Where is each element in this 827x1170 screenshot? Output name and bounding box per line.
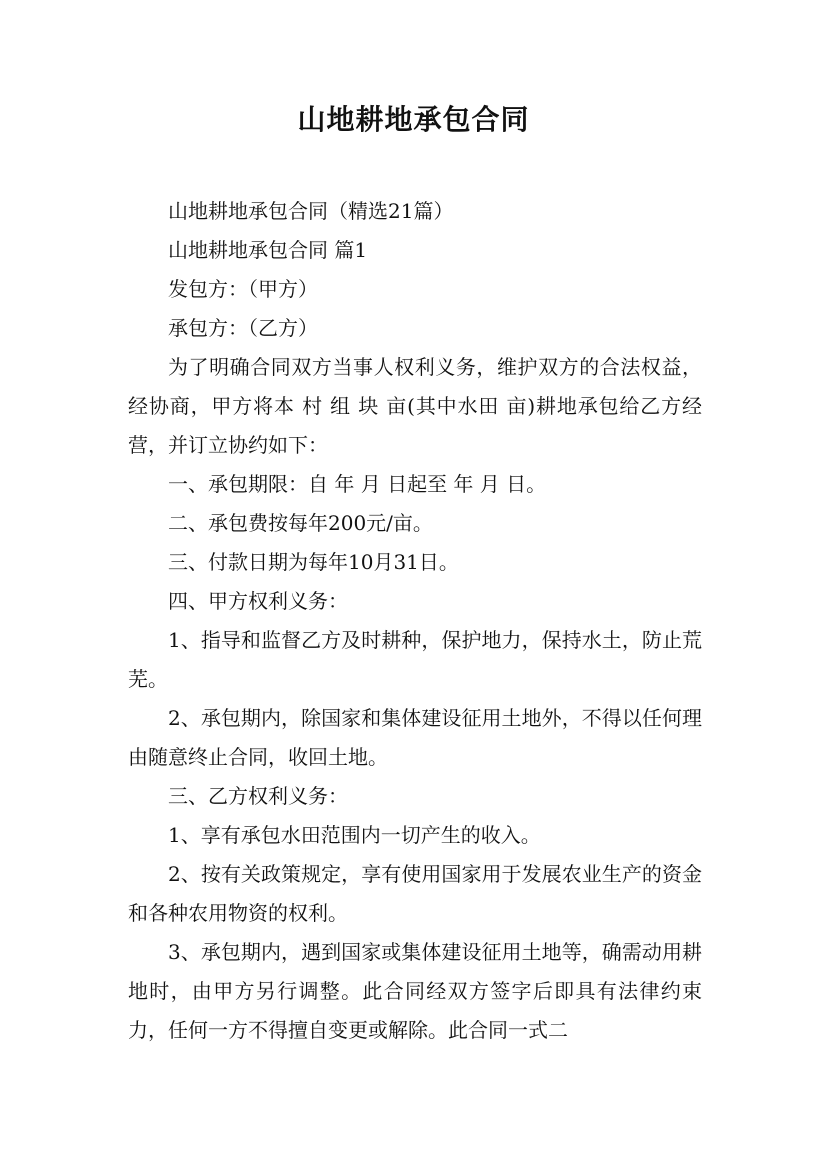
document-title: 山地耕地承包合同 [297,103,530,136]
paragraph-subtitle: 山地耕地承包合同（精选21篇） [168,199,454,223]
paragraph-party-b-right-1: 1、享有承包水田范围内一切产生的收入。 [168,823,541,847]
paragraph-party-b-right-3: 3、承包期内，遇到国家或集体建设征用土地等，确需动用耕地时，由甲方另行调整。此合同经双方签字后即具有法律约束力，任何一方不得擅自变更或解除。此合同一式二 [128,940,702,1042]
document-body [128,192,702,1050]
paragraph-payment-date: 三、付款日期为每年10月31日。 [168,550,459,574]
paragraph-party-a-right-2: 2、承包期内，除国家和集体建设征用土地外，不得以任何理由随意终止合同，收回土地。 [128,706,702,769]
paragraph-party-a-right-1: 1、指导和监督乙方及时耕种，保护地力，保持水土，防止荒芜。 [128,628,702,691]
paragraph-party-a-rights-heading: 四、甲方权利义务： [168,589,348,613]
paragraph-term: 一、承包期限：自 年 月 日起至 年 月 日。 [168,472,547,496]
paragraph-section-heading: 山地耕地承包合同 篇1 [168,238,368,262]
paragraph-party-b: 承包方：（乙方） [168,316,318,340]
paragraph-party-b-rights-heading: 三、乙方权利义务： [168,784,348,808]
paragraph-fee: 二、承包费按每年200元/亩。 [168,511,433,535]
paragraph-preamble: 为了明确合同双方当事人权利义务，维护双方的合法权益，经协商，甲方将本 村 组 块 亩(其中水田 亩)耕地承包给乙方经营，并订立协约如下： [128,355,702,457]
paragraph-party-a: 发包方：（甲方） [168,277,318,301]
paragraph-party-b-right-2: 2、按有关政策规定，享有使用国家用于发展农业生产的资金和各种农用物资的权利。 [128,862,702,925]
